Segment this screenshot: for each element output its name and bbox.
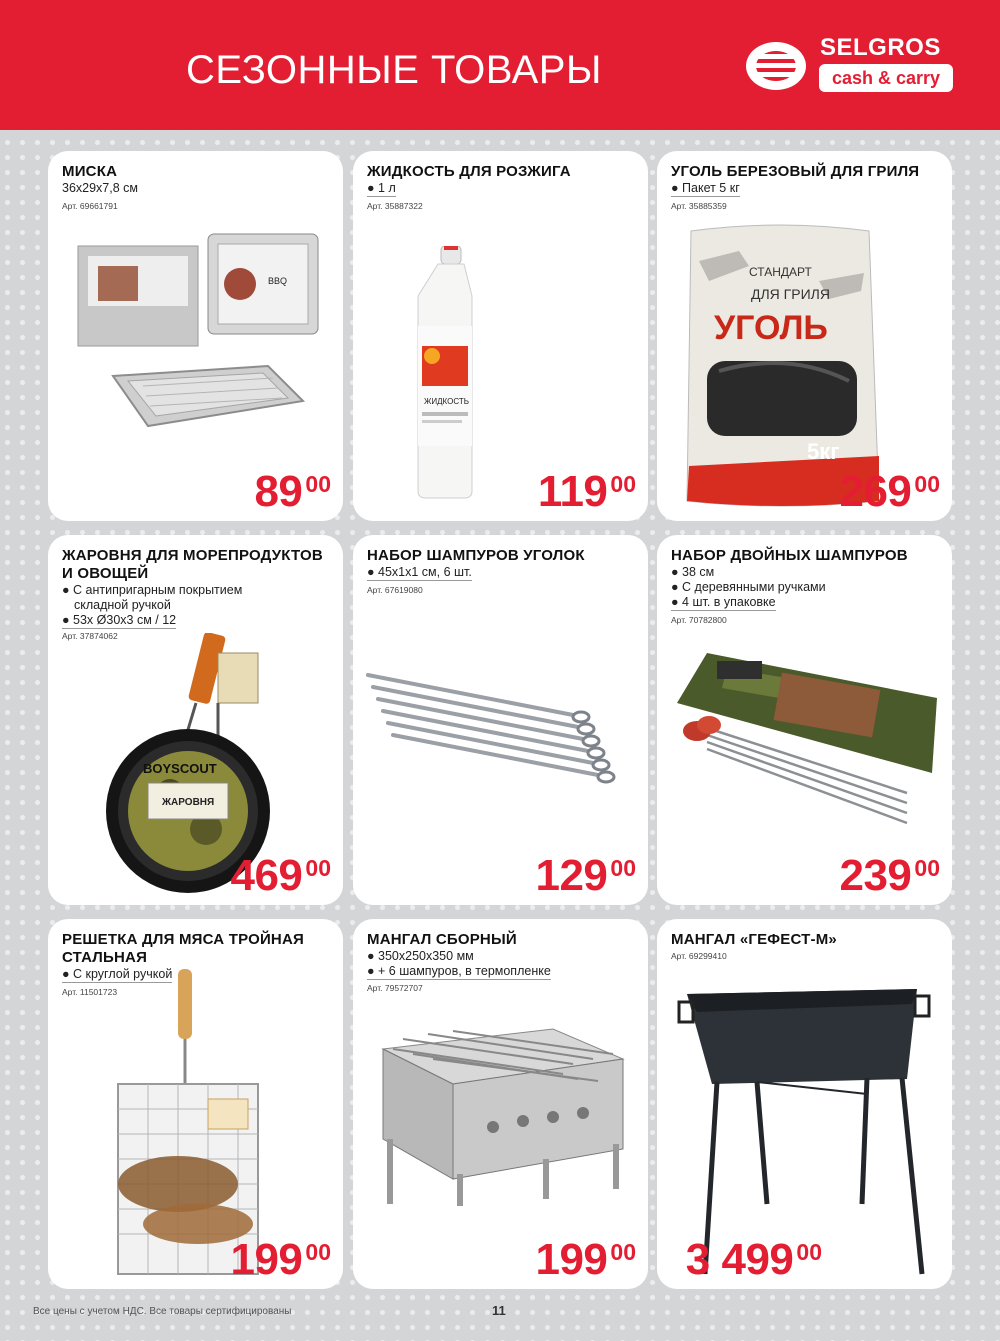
assembled-grill-image [373, 1009, 633, 1209]
bag-sub-text: ДЛЯ ГРИЛЯ [751, 286, 830, 302]
product-spec: ● С круглой ручкой [62, 967, 173, 981]
product-article: Арт. 35887322 [367, 201, 423, 211]
product-specs [62, 583, 242, 629]
product-price [254, 467, 331, 517]
price-cents: 00 [305, 1239, 331, 1265]
product-price [839, 467, 940, 517]
grill-grate-image [88, 969, 288, 1279]
product-spec: ● 38 см [671, 565, 715, 579]
skewers-image [363, 655, 643, 795]
product-spec: ● 350x250x350 мм [367, 949, 474, 963]
product-specs [367, 949, 551, 980]
product-specs [367, 565, 472, 581]
product-card-charcoal[interactable] [657, 151, 952, 521]
foil-tray-image [68, 226, 338, 456]
pan-brand-text: BOYSCOUT [143, 761, 217, 776]
price-cents: 00 [610, 855, 636, 881]
product-article: Арт. 69661791 [62, 201, 118, 211]
product-card-lighter-fluid[interactable] [353, 151, 648, 521]
product-spec: ● 1 л [367, 181, 396, 195]
product-price [538, 467, 636, 517]
plate-cutlery-logo-icon [742, 36, 810, 94]
product-spec: ● 4 шт. в упаковке [671, 595, 776, 609]
price-main: 239 [839, 851, 912, 900]
product-title: МИСКА [62, 163, 118, 180]
bag-main-text: УГОЛЬ [714, 309, 828, 347]
product-title: ЖАРОВНЯ ДЛЯ МОРЕПРОДУКТОВ И ОВОЩЕЙ [62, 547, 323, 582]
product-specs [671, 181, 740, 197]
product-specs [671, 565, 826, 611]
price-main: 469 [230, 851, 303, 900]
product-article: Арт. 11501723 [62, 987, 118, 997]
product-article: Арт. 69299410 [671, 951, 727, 961]
product-price [839, 851, 940, 901]
product-card-seafood-pan[interactable] [48, 535, 343, 905]
price-cents: 00 [610, 1239, 636, 1265]
price-main: 269 [839, 467, 912, 516]
page-title: СЕЗОННЫЕ ТОВАРЫ [186, 48, 602, 92]
price-cents: 00 [610, 471, 636, 497]
product-spec: ● 53x Ø30x3 см / 12 [62, 613, 177, 627]
product-card-skewer-set[interactable] [353, 535, 648, 905]
product-price [230, 851, 331, 901]
product-article: Арт. 79572707 [367, 983, 423, 993]
double-skewers-image [667, 643, 947, 833]
product-spec: ● Пакет 5 кг [671, 181, 740, 195]
product-spec: ● 45x1x1 см, 6 шт. [367, 565, 472, 579]
price-main: 89 [254, 467, 303, 516]
price-cents: 00 [914, 471, 940, 497]
lighter-fluid-bottle-image [408, 246, 498, 501]
page-number: 11 [492, 1303, 506, 1318]
carton-print: BBQ [268, 276, 288, 286]
product-price [686, 1235, 822, 1285]
product-card-grill-grate[interactable] [48, 919, 343, 1289]
footer-disclaimer: Все цены с учетом НДС. Все товары сертифицированы [33, 1306, 292, 1317]
product-card-gefest-grill[interactable] [657, 919, 952, 1289]
brand-name: SELGROS [820, 34, 941, 61]
product-card-bowl[interactable] [48, 151, 343, 521]
product-specs [367, 181, 396, 197]
price-main: 129 [535, 851, 608, 900]
price-cents: 00 [796, 1239, 822, 1265]
product-article: Арт. 37874062 [62, 631, 118, 641]
product-specs [62, 181, 138, 196]
product-price [535, 851, 636, 901]
product-price [535, 1235, 636, 1285]
bag-top-text: СТАНДАРТ [749, 265, 812, 279]
product-title: УГОЛЬ БЕРЕЗОВЫЙ ДЛЯ ГРИЛЯ [671, 163, 920, 180]
product-title: ЖИДКОСТЬ ДЛЯ РОЗЖИГА [367, 163, 571, 180]
product-title: НАБОР ДВОЙНЫХ ШАМПУРОВ [671, 547, 908, 564]
brand-tagline: cash & carry [819, 64, 953, 92]
product-spec: складной ручкой [74, 598, 171, 612]
product-price [230, 1235, 331, 1285]
product-title: МАНГАЛ СБОРНЫЙ [367, 931, 517, 948]
product-card-assembled-grill[interactable] [353, 919, 648, 1289]
pan-label-text: ЖАРОВНЯ [162, 797, 215, 808]
product-title: РЕШЕТКА ДЛЯ МЯСА ТРОЙНАЯ СТАЛЬНАЯ [62, 931, 304, 966]
product-title: МАНГАЛ «ГЕФЕСТ-М» [671, 931, 837, 948]
selgros-logo [742, 34, 954, 96]
product-spec: ● С антипригарным покрытием [62, 583, 243, 597]
price-main: 199 [230, 1235, 303, 1284]
product-spec: ● С деревянными ручками [671, 580, 826, 594]
price-cents: 00 [305, 471, 331, 497]
bag-weight-text: 5кг [807, 439, 840, 464]
price-main: 119 [537, 467, 608, 516]
product-article: Арт. 67619080 [367, 585, 423, 595]
price-cents: 00 [914, 855, 940, 881]
product-spec: ● + 6 шампуров, в термопленке [367, 964, 551, 978]
price-main: 199 [535, 1235, 608, 1284]
product-title: НАБОР ШАМПУРОВ УГОЛОК [367, 547, 585, 564]
bottle-label: ЖИДКОСТЬ [424, 397, 469, 406]
product-spec: 36x29x7,8 см [62, 181, 139, 195]
price-main: 3 499 [685, 1235, 794, 1284]
product-article: Арт. 70782800 [671, 615, 727, 625]
header-banner [0, 0, 1000, 130]
price-cents: 00 [305, 855, 331, 881]
product-article: Арт. 35885359 [671, 201, 727, 211]
product-card-double-skewers[interactable] [657, 535, 952, 905]
